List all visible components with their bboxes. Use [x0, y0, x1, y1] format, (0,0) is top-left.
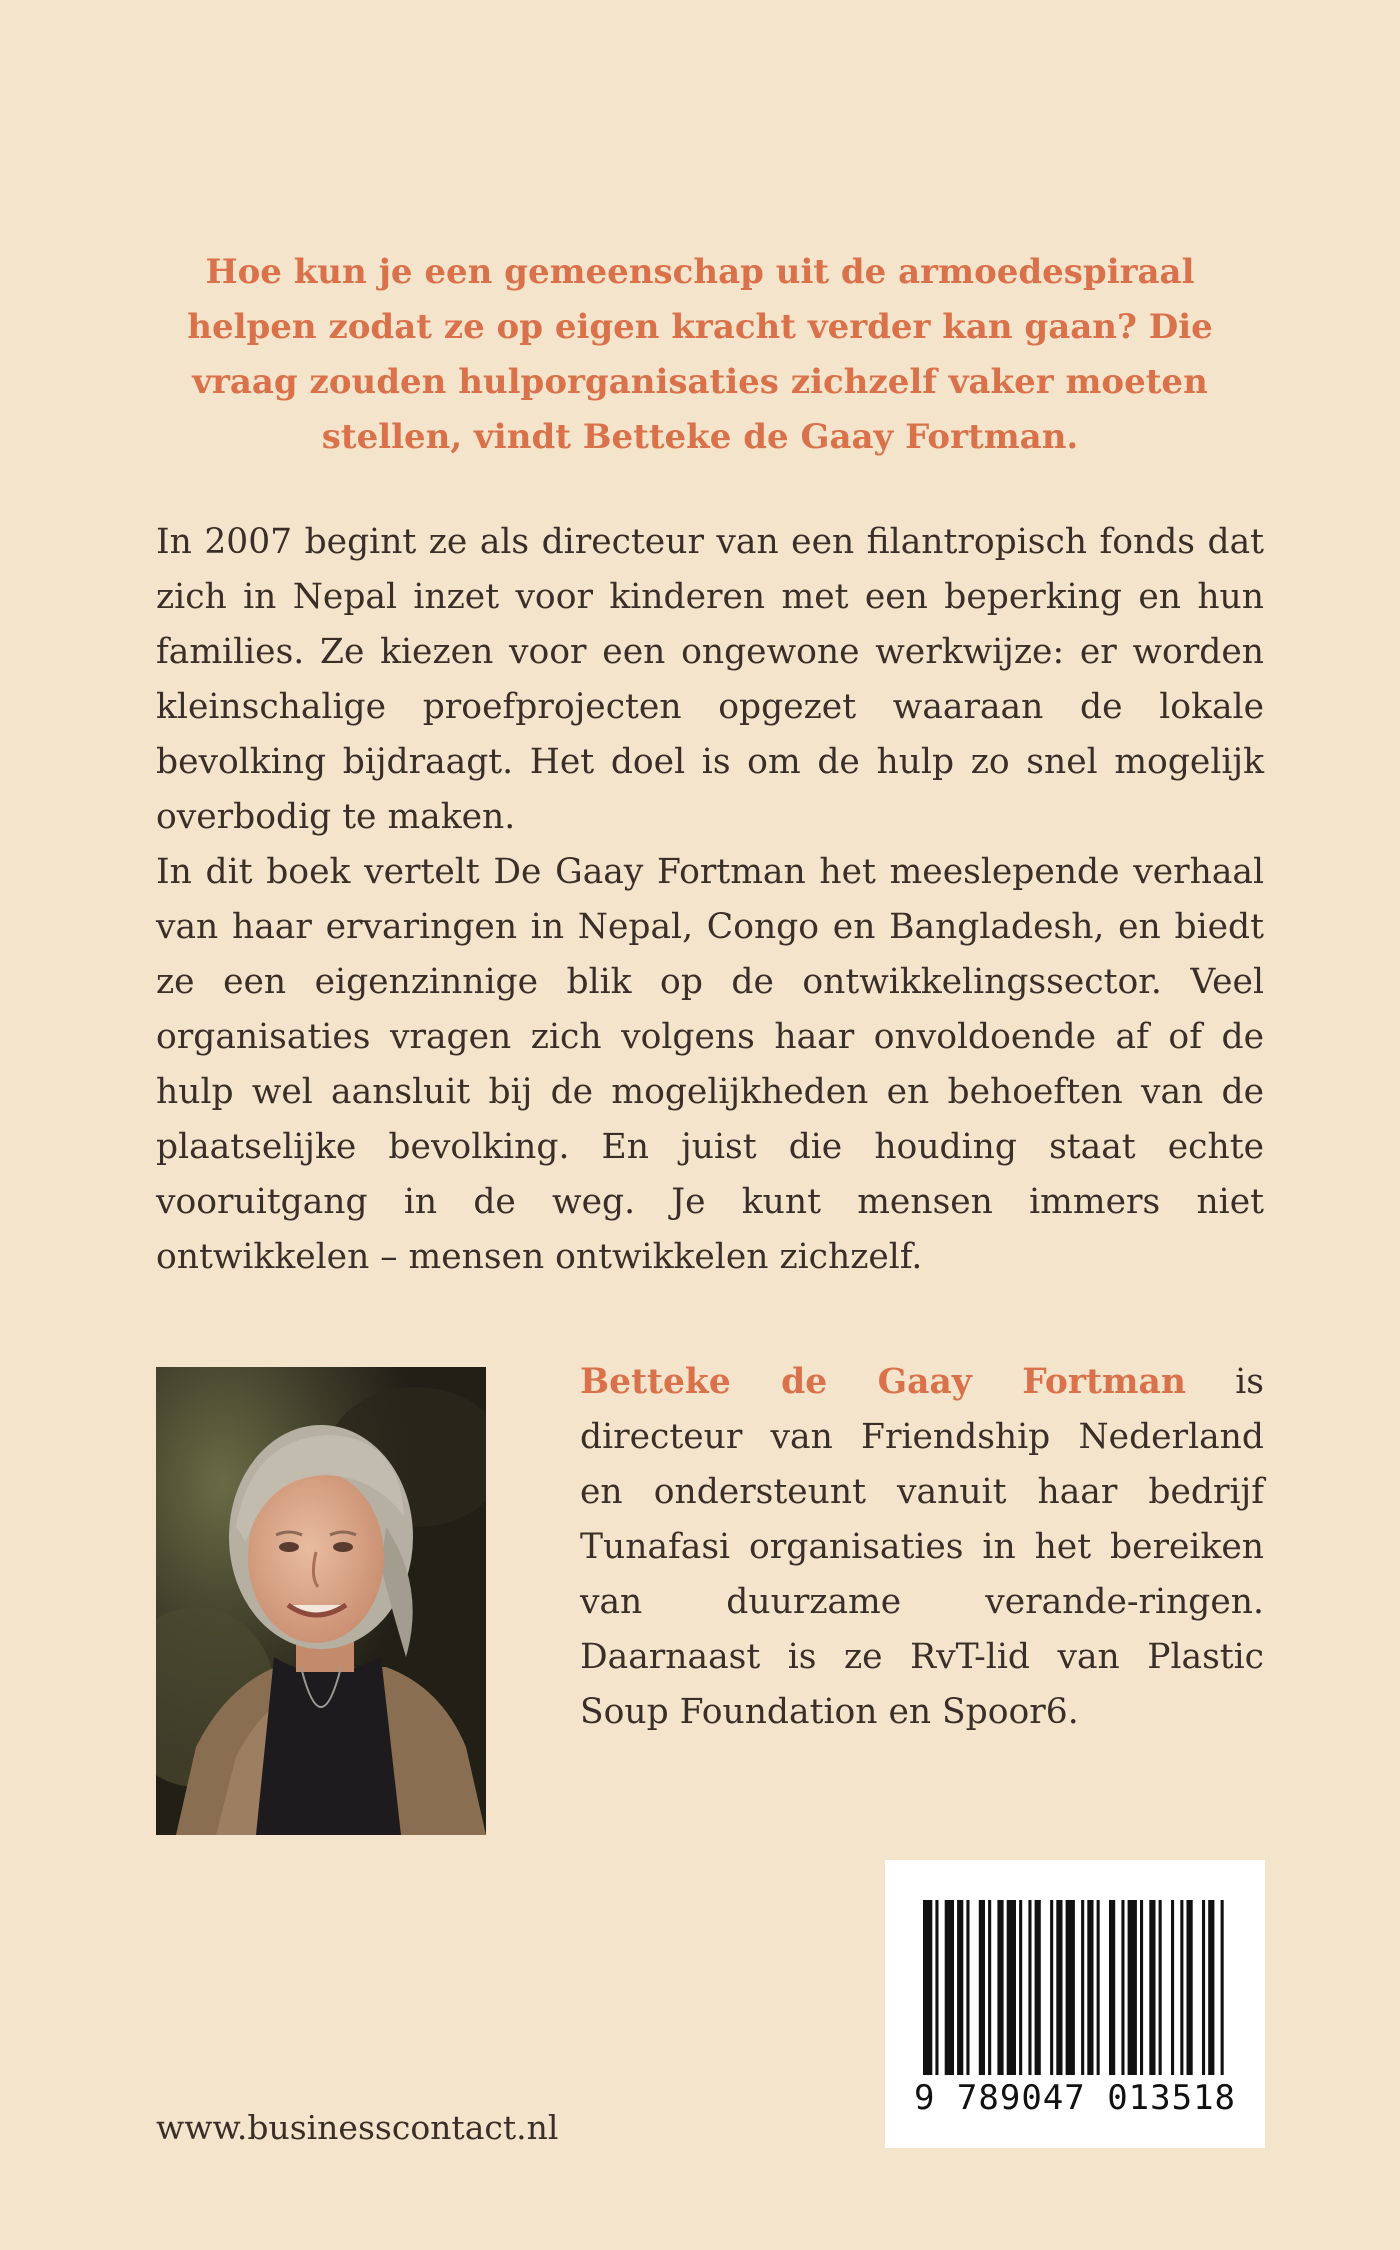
- isbn-digits: 9 789047 013518: [913, 2078, 1237, 2118]
- isbn-barcode: [885, 1860, 1265, 2148]
- publisher-website: www.businesscontact.nl: [156, 2108, 559, 2147]
- barcode-bar: [1187, 1900, 1193, 2075]
- barcode-bar: [997, 1900, 1003, 2075]
- barcode-bar: [1050, 1900, 1053, 2075]
- barcode-bar: [1087, 1900, 1093, 2075]
- barcode-bar: [1180, 1900, 1183, 2075]
- barcode-bar: [1019, 1900, 1022, 2075]
- barcode-bar: [1028, 1900, 1031, 2075]
- barcode-bar: [1149, 1900, 1155, 2075]
- barcode-bar: [1208, 1900, 1214, 2075]
- barcode-bar: [966, 1900, 969, 2075]
- intro-blurb: [185, 245, 1215, 465]
- barcode-bar: [1140, 1900, 1143, 2075]
- barcode-bar: [988, 1900, 991, 2075]
- intro-text: Hoe kun je een gemeenschap uit de armoedespiraal helpen zodat ze op eigen kracht verder kan gaan? Die vraag zouden hulporganisaties zichzelf vaker moeten stellen, vindt Betteke de Gaay Fortman.: [187, 252, 1213, 457]
- barcode-bar: [1202, 1900, 1205, 2075]
- barcode-bar: [1128, 1900, 1137, 2075]
- barcode-bar: [1056, 1900, 1062, 2075]
- author-name: Betteke de Gaay Fortman: [580, 1362, 1186, 1402]
- author-bio-text: is directeur van Friendship Nederland en ondersteunt vanuit haar bedrijf Tunafasi organisaties in het bereiken van duurzame verande-ringen. Daarnaast is ze RvT-lid van Plastic Soup Foundation en Spoor6.: [580, 1362, 1264, 1732]
- barcode-bar: [1159, 1900, 1162, 2075]
- barcode-bar: [1121, 1900, 1124, 2075]
- barcode-bar: [1109, 1900, 1115, 2075]
- barcode-bar: [935, 1900, 938, 2075]
- barcode-bar: [1035, 1900, 1041, 2075]
- barcode-bar: [979, 1900, 985, 2075]
- barcode-bar: [1081, 1900, 1084, 2075]
- barcode-bar: [1066, 1900, 1075, 2075]
- barcode-bar: [945, 1900, 954, 2075]
- description-paragraph-2: In dit boek vertelt De Gaay Fortman het meeslepende verhaal van haar ervaringen in Nepal, Congo en Bangladesh, en biedt ze een eigenzinnige blik op de ontwikkelingssector. Veel organisaties vragen zich volgens haar onvoldoende af of de hulp wel aansluit bij de mogelijkheden en behoeften van de plaatselijke bevolking. En juist die houding staat echte vooruitgang in de weg. Je kunt mensen immers niet ontwikkelen – mensen ontwikkelen zichzelf.: [156, 852, 1264, 1277]
- description-paragraph-1: In 2007 begint ze als directeur van een filantropisch fonds dat zich in Nepal inzet voor kinderen met een beperking en hun families. Ze kiezen voor een ongewone werkwijze: er worden kleinschalige proefprojecten opgezet waaraan de lokale bevolking bijdraagt. Het doel is om de hulp zo snel mogelijk overbodig te maken.: [156, 522, 1264, 837]
- author-photo: [156, 1367, 486, 1835]
- barcode-bar: [923, 1900, 932, 2075]
- barcode-bar: [957, 1900, 963, 2075]
- barcode-bars: [885, 1860, 1265, 2085]
- barcode-bar: [1171, 1900, 1174, 2075]
- author-bio: [580, 1355, 1264, 1740]
- barcode-bar: [1007, 1900, 1016, 2075]
- barcode-bar: [1221, 1900, 1224, 2075]
- barcode-bar: [1097, 1900, 1100, 2075]
